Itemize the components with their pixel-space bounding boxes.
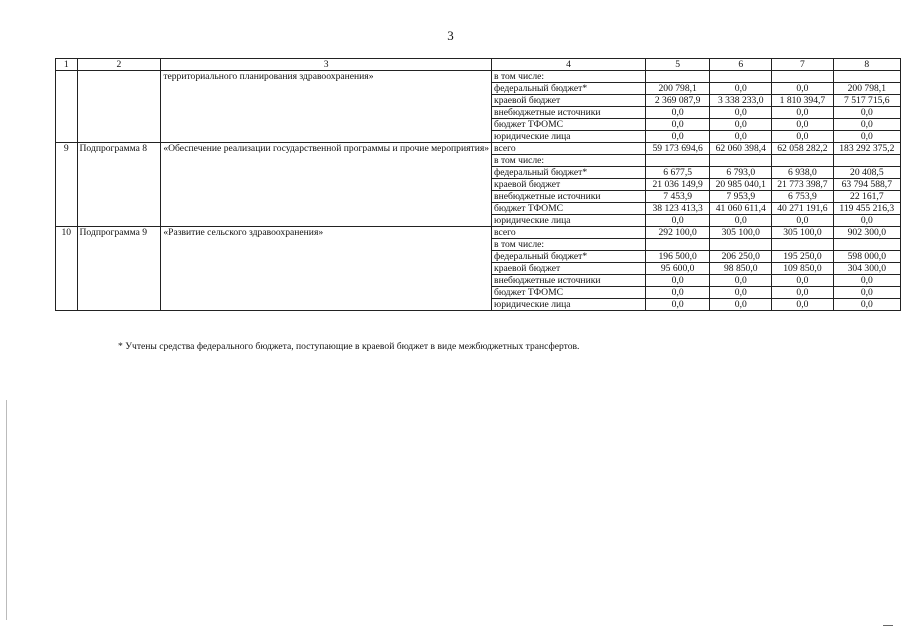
value-cell-col-6: 41 060 611,4 [710, 203, 772, 215]
subprogram-name-cell: «Обеспечение реализации государственной программы и прочие мероприятия» [161, 143, 492, 227]
value-cell-col-6: 0,0 [710, 299, 772, 311]
value-cell-col-7: 40 271 191,6 [772, 203, 833, 215]
value-cell-col-8: 63 794 588,7 [833, 179, 900, 191]
value-cell-col-8: 304 300,0 [833, 263, 900, 275]
value-cell-col-5 [646, 155, 710, 167]
value-cell-col-7: 62 058 282,2 [772, 143, 833, 155]
value-cell-col-6: 20 985 040,1 [710, 179, 772, 191]
value-cell-col-5: 38 123 413,3 [646, 203, 710, 215]
value-cell-col-6: 6 793,0 [710, 167, 772, 179]
value-cell-col-5: 21 036 149,9 [646, 179, 710, 191]
header-row [56, 59, 901, 71]
funding-source-label: краевой бюджет [492, 179, 646, 191]
subprogram-cell: Подпрограмма 8 [77, 143, 161, 227]
value-cell-col-6: 305 100,0 [710, 227, 772, 239]
value-cell-col-7: 0,0 [772, 119, 833, 131]
value-cell-col-7: 1 810 394,7 [772, 95, 833, 107]
value-cell-col-8: 0,0 [833, 215, 900, 227]
header-col-4: 4 [492, 59, 646, 71]
value-cell-col-7: 109 850,0 [772, 263, 833, 275]
value-cell-col-5: 292 100,0 [646, 227, 710, 239]
value-cell-col-6: 3 338 233,0 [710, 95, 772, 107]
value-cell-col-5: 59 173 694,6 [646, 143, 710, 155]
funding-source-label: федеральный бюджет* [492, 251, 646, 263]
funding-source-label: в том числе: [492, 155, 646, 167]
row-number-cell: 9 [56, 143, 78, 227]
value-cell-col-8: 0,0 [833, 107, 900, 119]
scan-edge-line [6, 400, 7, 620]
funding-source-label: федеральный бюджет* [492, 167, 646, 179]
table-row [56, 227, 901, 239]
funding-source-label: бюджет ТФОМС [492, 203, 646, 215]
funding-source-label: внебюджетные источники [492, 191, 646, 203]
funding-source-label: внебюджетные источники [492, 275, 646, 287]
value-cell-col-8: 200 798,1 [833, 83, 900, 95]
subprogram-name-cell: «Развитие сельского здравоохранения» [161, 227, 492, 311]
value-cell-col-6: 98 850,0 [710, 263, 772, 275]
value-cell-col-5: 0,0 [646, 287, 710, 299]
value-cell-col-7: 305 100,0 [772, 227, 833, 239]
value-cell-col-6: 0,0 [710, 83, 772, 95]
value-cell-col-6 [710, 239, 772, 251]
funding-source-label: юридические лица [492, 131, 646, 143]
funding-source-label: юридические лица [492, 299, 646, 311]
funding-source-label: всего [492, 143, 646, 155]
header-col-2: 2 [77, 59, 161, 71]
value-cell-col-7: 0,0 [772, 131, 833, 143]
funding-source-label: бюджет ТФОМС [492, 287, 646, 299]
value-cell-col-6: 62 060 398,4 [710, 143, 772, 155]
funding-source-label: федеральный бюджет* [492, 83, 646, 95]
value-cell-col-8: 902 300,0 [833, 227, 900, 239]
value-cell-col-8: 0,0 [833, 131, 900, 143]
value-cell-col-5: 0,0 [646, 299, 710, 311]
value-cell-col-7: 0,0 [772, 83, 833, 95]
funding-source-label: в том числе: [492, 71, 646, 83]
budget-table [55, 58, 901, 311]
value-cell-col-5: 2 369 087,9 [646, 95, 710, 107]
value-cell-col-6: 0,0 [710, 275, 772, 287]
scan-corner-mark [883, 625, 893, 626]
value-cell-col-6: 206 250,0 [710, 251, 772, 263]
value-cell-col-8: 20 408,5 [833, 167, 900, 179]
value-cell-col-7 [772, 155, 833, 167]
value-cell-col-7: 195 250,0 [772, 251, 833, 263]
value-cell-col-6 [710, 71, 772, 83]
value-cell-col-6: 0,0 [710, 287, 772, 299]
value-cell-col-8: 0,0 [833, 119, 900, 131]
funding-source-label: в том числе: [492, 239, 646, 251]
value-cell-col-6: 0,0 [710, 131, 772, 143]
value-cell-col-5 [646, 239, 710, 251]
funding-source-label: бюджет ТФОМС [492, 119, 646, 131]
value-cell-col-5: 0,0 [646, 275, 710, 287]
value-cell-col-7 [772, 239, 833, 251]
subprogram-name-cell: территориального планирования здравоохранения» [161, 71, 492, 143]
value-cell-col-5: 95 600,0 [646, 263, 710, 275]
value-cell-col-6: 0,0 [710, 215, 772, 227]
header-col-8: 8 [833, 59, 900, 71]
value-cell-col-5: 7 453,9 [646, 191, 710, 203]
funding-source-label: юридические лица [492, 215, 646, 227]
funding-source-label: всего [492, 227, 646, 239]
value-cell-col-5: 0,0 [646, 131, 710, 143]
row-number-cell: 10 [56, 227, 78, 311]
subprogram-cell [77, 71, 161, 143]
value-cell-col-7: 6 753,9 [772, 191, 833, 203]
value-cell-col-7: 0,0 [772, 215, 833, 227]
value-cell-col-7: 0,0 [772, 287, 833, 299]
value-cell-col-8: 0,0 [833, 299, 900, 311]
value-cell-col-8: 7 517 715,6 [833, 95, 900, 107]
header-col-3: 3 [161, 59, 492, 71]
value-cell-col-7 [772, 71, 833, 83]
value-cell-col-6: 0,0 [710, 107, 772, 119]
row-number-cell [56, 71, 78, 143]
header-col-5: 5 [646, 59, 710, 71]
funding-source-label: внебюджетные источники [492, 107, 646, 119]
value-cell-col-8: 0,0 [833, 287, 900, 299]
value-cell-col-6 [710, 155, 772, 167]
value-cell-col-5: 0,0 [646, 107, 710, 119]
value-cell-col-8: 0,0 [833, 275, 900, 287]
funding-source-label: краевой бюджет [492, 263, 646, 275]
page-number: 3 [447, 28, 454, 43]
value-cell-col-8: 183 292 375,2 [833, 143, 900, 155]
value-cell-col-7: 6 938,0 [772, 167, 833, 179]
value-cell-col-5: 0,0 [646, 215, 710, 227]
value-cell-col-8 [833, 155, 900, 167]
header-col-7: 7 [772, 59, 833, 71]
value-cell-col-5: 196 500,0 [646, 251, 710, 263]
funding-source-label: краевой бюджет [492, 95, 646, 107]
table-row [56, 71, 901, 83]
value-cell-col-8 [833, 239, 900, 251]
value-cell-col-5: 0,0 [646, 119, 710, 131]
value-cell-col-6: 7 953,9 [710, 191, 772, 203]
footnote: * Учтены средства федерального бюджета, поступающие в краевой бюджет в виде межбюджетных трансфертов. [118, 341, 580, 352]
value-cell-col-8: 22 161,7 [833, 191, 900, 203]
value-cell-col-8: 598 000,0 [833, 251, 900, 263]
value-cell-col-5: 200 798,1 [646, 83, 710, 95]
value-cell-col-8 [833, 71, 900, 83]
value-cell-col-7: 0,0 [772, 107, 833, 119]
value-cell-col-5 [646, 71, 710, 83]
header-col-1: 1 [56, 59, 78, 71]
value-cell-col-7: 21 773 398,7 [772, 179, 833, 191]
value-cell-col-8: 119 455 216,3 [833, 203, 900, 215]
value-cell-col-7: 0,0 [772, 275, 833, 287]
value-cell-col-5: 6 677,5 [646, 167, 710, 179]
value-cell-col-6: 0,0 [710, 119, 772, 131]
value-cell-col-7: 0,0 [772, 299, 833, 311]
header-col-6: 6 [710, 59, 772, 71]
table-row [56, 143, 901, 155]
subprogram-cell: Подпрограмма 9 [77, 227, 161, 311]
